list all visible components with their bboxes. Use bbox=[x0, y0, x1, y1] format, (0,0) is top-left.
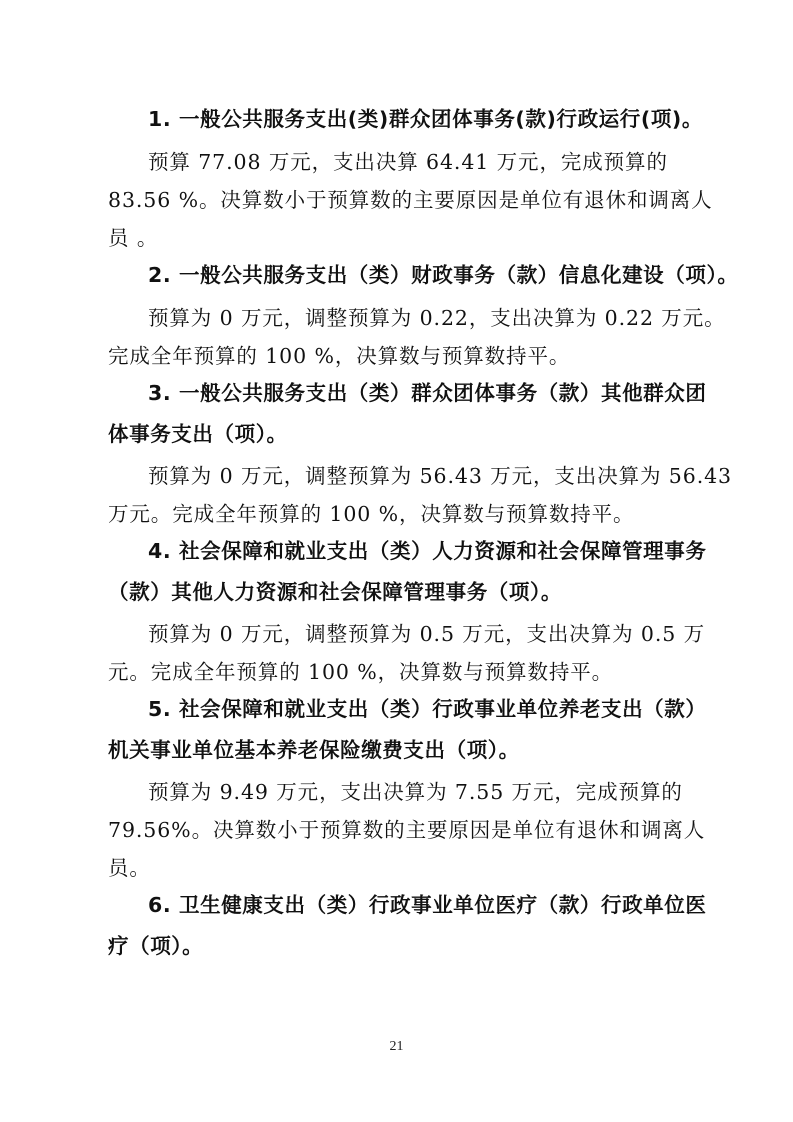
section-6-heading-line-1: 6. 卫生健康支出（类）行政事业单位医疗（款）行政单位医 bbox=[148, 893, 707, 917]
section-3-heading-line-2: 体事务支出（项）。 bbox=[108, 422, 288, 446]
page-number: 21 bbox=[389, 1039, 404, 1054]
section-5-heading-line-1: 5. 社会保障和就业支出（类）行政事业单位养老支出（款） bbox=[148, 697, 707, 721]
section-3-heading-line-1: 3. 一般公共服务支出（类）群众团体事务（款）其他群众团 bbox=[148, 381, 707, 405]
section-5-body-line-2: 79.56%。决算数小于预算数的主要原因是单位有退休和调离人 bbox=[108, 818, 706, 842]
section-2-body-line-2: 完成全年预算的 100 %，决算数与预算数持平。 bbox=[108, 344, 571, 368]
section-1-body-line-2: 83.56 %。决算数小于预算数的主要原因是单位有退休和调离人 bbox=[108, 188, 713, 212]
section-4-body-line-2: 元。完成全年预算的 100 %，决算数与预算数持平。 bbox=[108, 660, 614, 684]
section-2-heading-line-1: 2. 一般公共服务支出（类）财政事务（款）信息化建设（项）。 bbox=[148, 263, 739, 287]
section-6-heading-line-2: 疗（项）。 bbox=[108, 934, 204, 958]
section-4-heading-line-2: （款）其他人力资源和社会保障管理事务（项）。 bbox=[108, 580, 562, 604]
section-5-body-line-1: 预算为 9.49 万元，支出决算为 7.55 万元，完成预算的 bbox=[148, 780, 683, 804]
section-1-heading-line-1: 1. 一般公共服务支出(类)群众团体事务(款)行政运行(项)。 bbox=[148, 107, 704, 131]
section-5-heading-line-2: 机关事业单位基本养老保险缴费支出（项）。 bbox=[108, 738, 520, 762]
section-3-body-line-2: 万元。完成全年预算的 100 %，决算数与预算数持平。 bbox=[108, 502, 635, 526]
section-5-body-line-3: 员。 bbox=[108, 856, 151, 880]
section-1-body-line-3: 员 。 bbox=[108, 226, 159, 250]
section-3-body-line-1: 预算为 0 万元，调整预算为 56.43 万元，支出决算为 56.43 bbox=[148, 464, 732, 488]
section-4-body-line-1: 预算为 0 万元，调整预算为 0.5 万元，支出决算为 0.5 万 bbox=[148, 622, 706, 646]
section-4-heading-line-1: 4. 社会保障和就业支出（类）人力资源和社会保障管理事务 bbox=[148, 539, 707, 563]
section-2-body-line-1: 预算为 0 万元，调整预算为 0.22，支出决算为 0.22 万元。 bbox=[148, 306, 726, 330]
section-1-body-line-1: 预算 77.08 万元，支出决算 64.41 万元，完成预算的 bbox=[148, 150, 668, 174]
